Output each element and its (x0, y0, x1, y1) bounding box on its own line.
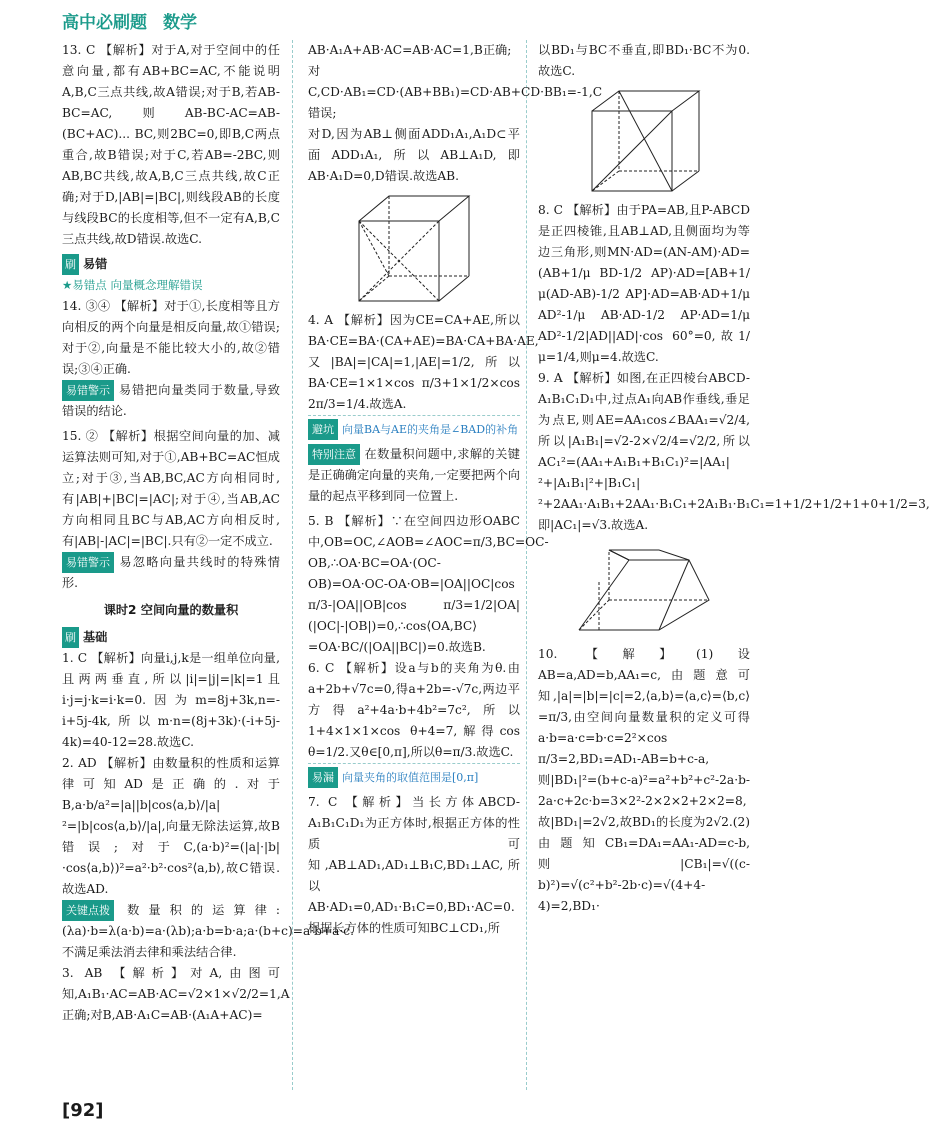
solution-9: 9. A 【解析】如图,在正四棱台ABCD-A₁B₁C₁D₁中,过点A₁向AB作垂线,垂足为点E,则AE=AA₁cos∠BAA₁=√2/4,所以|A₁B₁|=√2-2×√2/4=√2/2,所以AC₁²=(AA₁+A₁B₁+B₁C₁)²=|AA₁|²+|A₁B₁|²+|B₁C₁|²+2AA₁·A₁B₁+2AA₁·B₁C₁+2A₁B₁·B₁C₁=1+1/2+1/2+1+0+1/2=3,即|AC₁|=√3.故选A. (538, 371, 930, 532)
solution-1: 1. C 【解析】向量i,j,k是一组单位向量,且两两垂直,所以|i|=|j|=|k|=1且i·j=j·k=i·k=0.因为m=8j+3k,n=-i+5j-4k,所以m·n=(8j+3k)·(-i+5j-4k)=40-12=28.故选C. (62, 651, 280, 749)
solution-3-c: 对C,CD·AB₁=CD·(AB+BB₁)=CD·AB+CD·BB₁=-1,C错误; (308, 64, 603, 120)
warning-label: 易错警示 (62, 552, 114, 573)
frustum-figure (569, 540, 719, 640)
remind-label: 易漏 (308, 767, 338, 788)
solution-3-cont: AB·A₁A+AB·AC=AB·AC=1,B正确; (308, 43, 512, 57)
special-label: 特别注意 (308, 444, 360, 465)
solution-13: 13. C 【解析】对于A,对于空间中的任意向量,都有AB+BC=AC,不能说明A,B,C三点共线,故A错误;对于B,若AB-BC=AC,则AB-BC-AC=AB-(BC+AC)... BC,则2BC=0,即B,C两点重合,故B错误;对于C,若AB=-2BC,则AB,BC共线,故A,B,C三点共线,故C正确;对于D,|AB|=|BC|,则线段AB的长度与线段BC的长度相等,但不一定有A,B,C三点共线,故D错误.故选C. (62, 43, 280, 246)
page-header (62, 8, 197, 33)
solution-3: 3. AB 【解析】对A,由图可知,A₁B₁·AC=AB·AC=√2×1×√2/2=1,A正确;对B,AB·A₁C=AB·(A₁A+AC)= (62, 966, 290, 1022)
solution-2: 2. AD 【解析】由数量积的性质和运算律可知AD是正确的.对于B,a·b/a²=|a||b|cos⟨a,b⟩/|a|²=|b|cos⟨a,b⟩/|a|,向量无除法运算,故B错误;对于C,(a·b)²=(|a|·|b|·cos⟨a,b⟩)²=a²·b²·cos²⟨a,b⟩,故C错误.故选AD. (62, 756, 280, 896)
easy-point-label: ★易错点 向量概念理解错误 (62, 278, 203, 292)
special-text: 在数量积问题中,求解的关键是正确确定向量的夹角,一定要把两个向量的起点平移到同一位置上. (308, 447, 520, 503)
solution-7-cont: 以BD₁与BC不垂直,即BD₁·BC不为0.故选C. (538, 43, 750, 78)
warning-text: 易错把向量类同于数量,导致错误的结论. (62, 383, 280, 418)
pit-text: 向量BA与AE的夹角是∠BAD的补角 (342, 423, 519, 436)
pit-label: 避坑 (308, 419, 338, 440)
subject-title: 数学 (163, 13, 197, 33)
solution-4: 4. A 【解析】因为CE=CA+AE,所以BA·CE=BA·(CA+AE)=BA·CA+BA·AE,又|BA|=|CA|=1,|AE|=1/2,所以BA·CE=1×1×cos π/3+1×1/2×cos 2π/3=1/4.故选A. (308, 313, 539, 411)
column-middle (308, 40, 603, 939)
cube-figure (349, 191, 479, 306)
section-base: 基础 (83, 630, 108, 644)
page-number: [92] (62, 1100, 104, 1121)
solution-8: 8. C 【解析】由于PA=AB,且P-ABCD是正四棱锥,且AB⊥AD,且侧面均为等边三角形,则MN·AD=(AN-AM)·AD=(AB+1/μ BD-1/2 AP)·AD=[AB+1/μ(AD-AB)-1/2 AP]·AD=AB·AD+1/μ AD²-1/μ AB·AD-1/2 AP·AD=1/μ AD²-1/2|AD||AD|·cos 60°=0,故1/μ=1/4,则μ=4.故选C. (538, 203, 750, 364)
cube-figure-2 (584, 86, 704, 196)
solution-3-d: 对D,因为AB⊥侧面ADD₁A₁,A₁D⊂平面ADD₁A₁,所以AB⊥A₁D,即AB·A₁D=0,D错误.故选AB. (308, 127, 520, 183)
solution-5: 5. B 【解析】∵在空间四边形OABC中,OB=OC,∠AOB=∠AOC=π/3,BC=OC-OB,∴OA·BC=OA·(OC-OB)=OA·OC-OA·OB=|OA||OC|cos π/3-|OA||OB|cos π/3=1/2|OA|(|OC|-|OB|)=0,∴cos⟨OA,BC⟩=OA·BC/(|OA||BC|)=0.故选B. (308, 514, 549, 654)
key-label: 关键点拨 (62, 900, 114, 921)
book-title: 高中必刷题 (62, 13, 147, 33)
section-icon: 刷 (62, 254, 79, 275)
solution-7: 7. C 【解析】当长方体ABCD-A₁B₁C₁D₁为正方体时,根据正方体的性质可知,AB⊥AD₁,AD₁⊥B₁C,BD₁⊥AC,所以AB·AD₁=0,AD₁·B₁C=0,BD₁·AC=0.根据长方体的性质可知BC⊥CD₁,所 (308, 795, 520, 935)
remind-text: 向量夹角的取值范围是[0,π] (342, 771, 479, 784)
warning-text: 易忽略向量共线时的特殊情形. (62, 555, 280, 590)
solution-14: 14. ③④ 【解析】对于①,长度相等且方向相反的两个向量是相反向量,故①错误;对于②,向量是不能比较大小的,故②错误;③④正确. (62, 299, 280, 376)
section-icon: 刷 (62, 627, 79, 648)
key-text: 数量积的运算律:(λa)·b=λ(a·b)=a·(λb);a·b=b·a;a·(b+c)=a·b+a·c.不满足乘法消去律和乘法结合律. (62, 903, 354, 959)
solution-10: 10. 【解】(1)设AB=a,AD=b,AA₁=c,由题意可知,|a|=|b|=|c|=2,⟨a,b⟩=⟨a,c⟩=⟨b,c⟩=π/3,由空间向量数量积的定义可得a·b=a·c=b·c=2²×cos π/3=2,BD₁=AD₁-AB=b+c-a,则|BD₁|²=(b+c-a)²=a²+b²+c²-2a·b-2a·c+2c·b=3×2²-2×2×2+2×2=8,故|BD₁|=2√2,故BD₁的长度为2√2.(2)由题知CB₁=DA₁=AA₁-AD=c-b,则|CB₁|=√((c-b)²)=√(c²+b²-2b·c)=√(4+4-4)=2,BD₁· (538, 647, 750, 913)
lesson-title: 课时2 空间向量的数量积 (103, 603, 239, 617)
column-divider (526, 40, 527, 1090)
warning-label: 易错警示 (62, 380, 114, 401)
section-easy: 易错 (83, 257, 108, 271)
solution-15: 15. ② 【解析】根据空间向量的加、减运算法则可知,对于①,AB+BC=AC恒成立;对于③,当AB,BC,AC方向相同时,有|AB|+|BC|=|AC|;对于④,当AB,AC方向相同且BC与AB,AC方向相反时,有|AB|-|AC|=|BC|.只有②一定不成立. (62, 429, 280, 548)
solution-6: 6. C 【解析】设a与b的夹角为θ.由a+2b+√7c=0,得a+2b=-√7c,两边平方得a²+4a·b+4b²=7c²,所以1+4×1×1×cos θ+4=7,解得cos θ=1/2.又θ∈[0,π],所以θ=π/3.故选C. (308, 661, 520, 759)
column-right (538, 40, 930, 917)
